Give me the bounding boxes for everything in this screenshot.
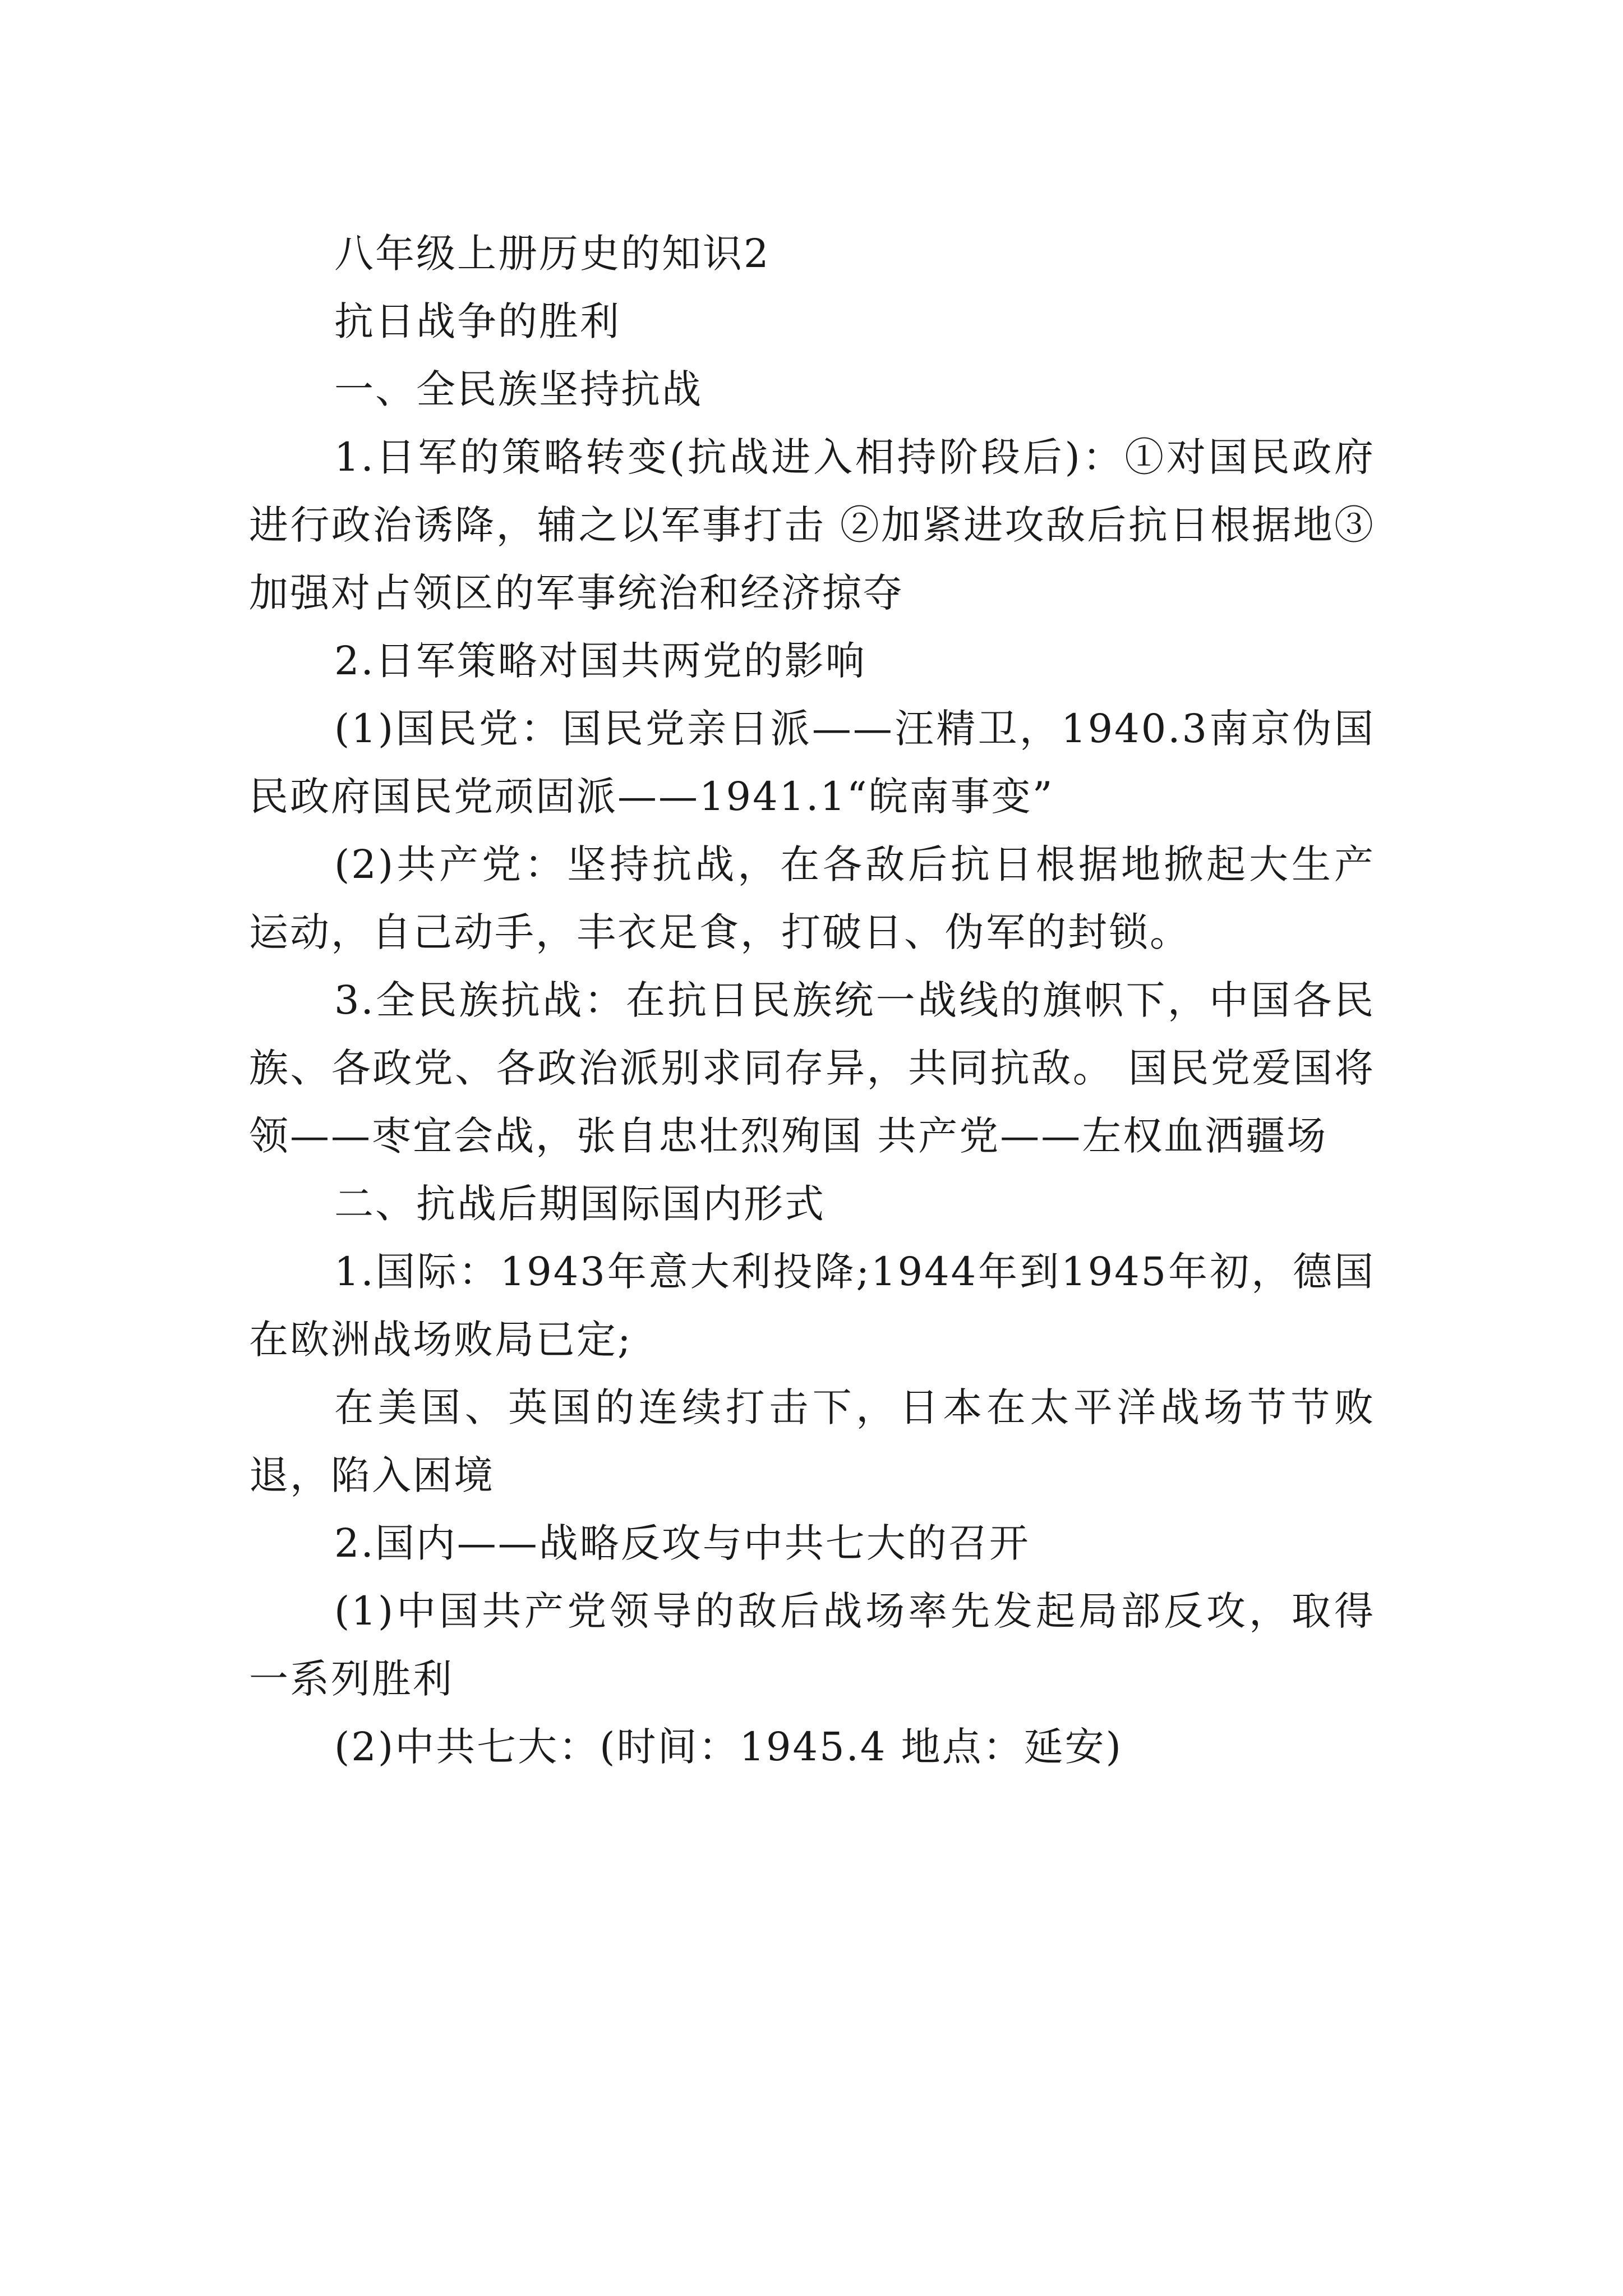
section-heading-1: 一、全民族坚持抗战 bbox=[334, 366, 703, 412]
paragraph: 1.日军的策略转变(抗战进入相持阶段后)：①对国民政府进行政治诱降，辅之以军事打击 ②加紧进攻敌后抗日根据地③加强对占领区的军事统治和经济掠夺 bbox=[249, 434, 1375, 616]
paragraph: (1)中国共产党领导的敌后战场率先发起局部反攻，取得一系列胜利 bbox=[249, 1588, 1375, 1702]
document-title: 八年级上册历史的知识2 bbox=[334, 231, 771, 277]
paragraph: 在美国、英国的连续打击下，日本在太平洋战场节节败退，陷入困境 bbox=[249, 1384, 1375, 1498]
paragraph: 2.国内——战略反攻与中共七大的召开 bbox=[334, 1520, 1030, 1566]
section-heading-2: 二、抗战后期国际国内形式 bbox=[334, 1181, 826, 1227]
paragraph: 3.全民族抗战：在抗日民族统一战线的旗帜下，中国各民族、各政党、各政治派别求同存异，共同抗敌。 国民党爱国将领——枣宜会战，张自忠壮烈殉国 共产党——左权血洒疆场 bbox=[249, 977, 1375, 1159]
document-body bbox=[249, 220, 1375, 1781]
paragraph: (2)共产党：坚持抗战，在各敌后抗日根据地掀起大生产运动，自己动手，丰衣足食，打破日、伪军的封锁。 bbox=[249, 841, 1375, 955]
paragraph: (1)国民党：国民党亲日派——汪精卫，1940.3南京伪国民政府国民党顽固派——1941.1“皖南事变” bbox=[249, 706, 1375, 820]
paragraph: 2.日军策略对国共两党的影响 bbox=[334, 638, 866, 684]
paragraph: 1.国际：1943年意大利投降;1944年到1945年初，德国在欧洲战场败局已定; bbox=[249, 1249, 1375, 1363]
lesson-title: 抗日战争的胜利 bbox=[334, 298, 621, 344]
paragraph: (2)中共七大：(时间：1945.4 地点：延安) bbox=[334, 1724, 1123, 1770]
